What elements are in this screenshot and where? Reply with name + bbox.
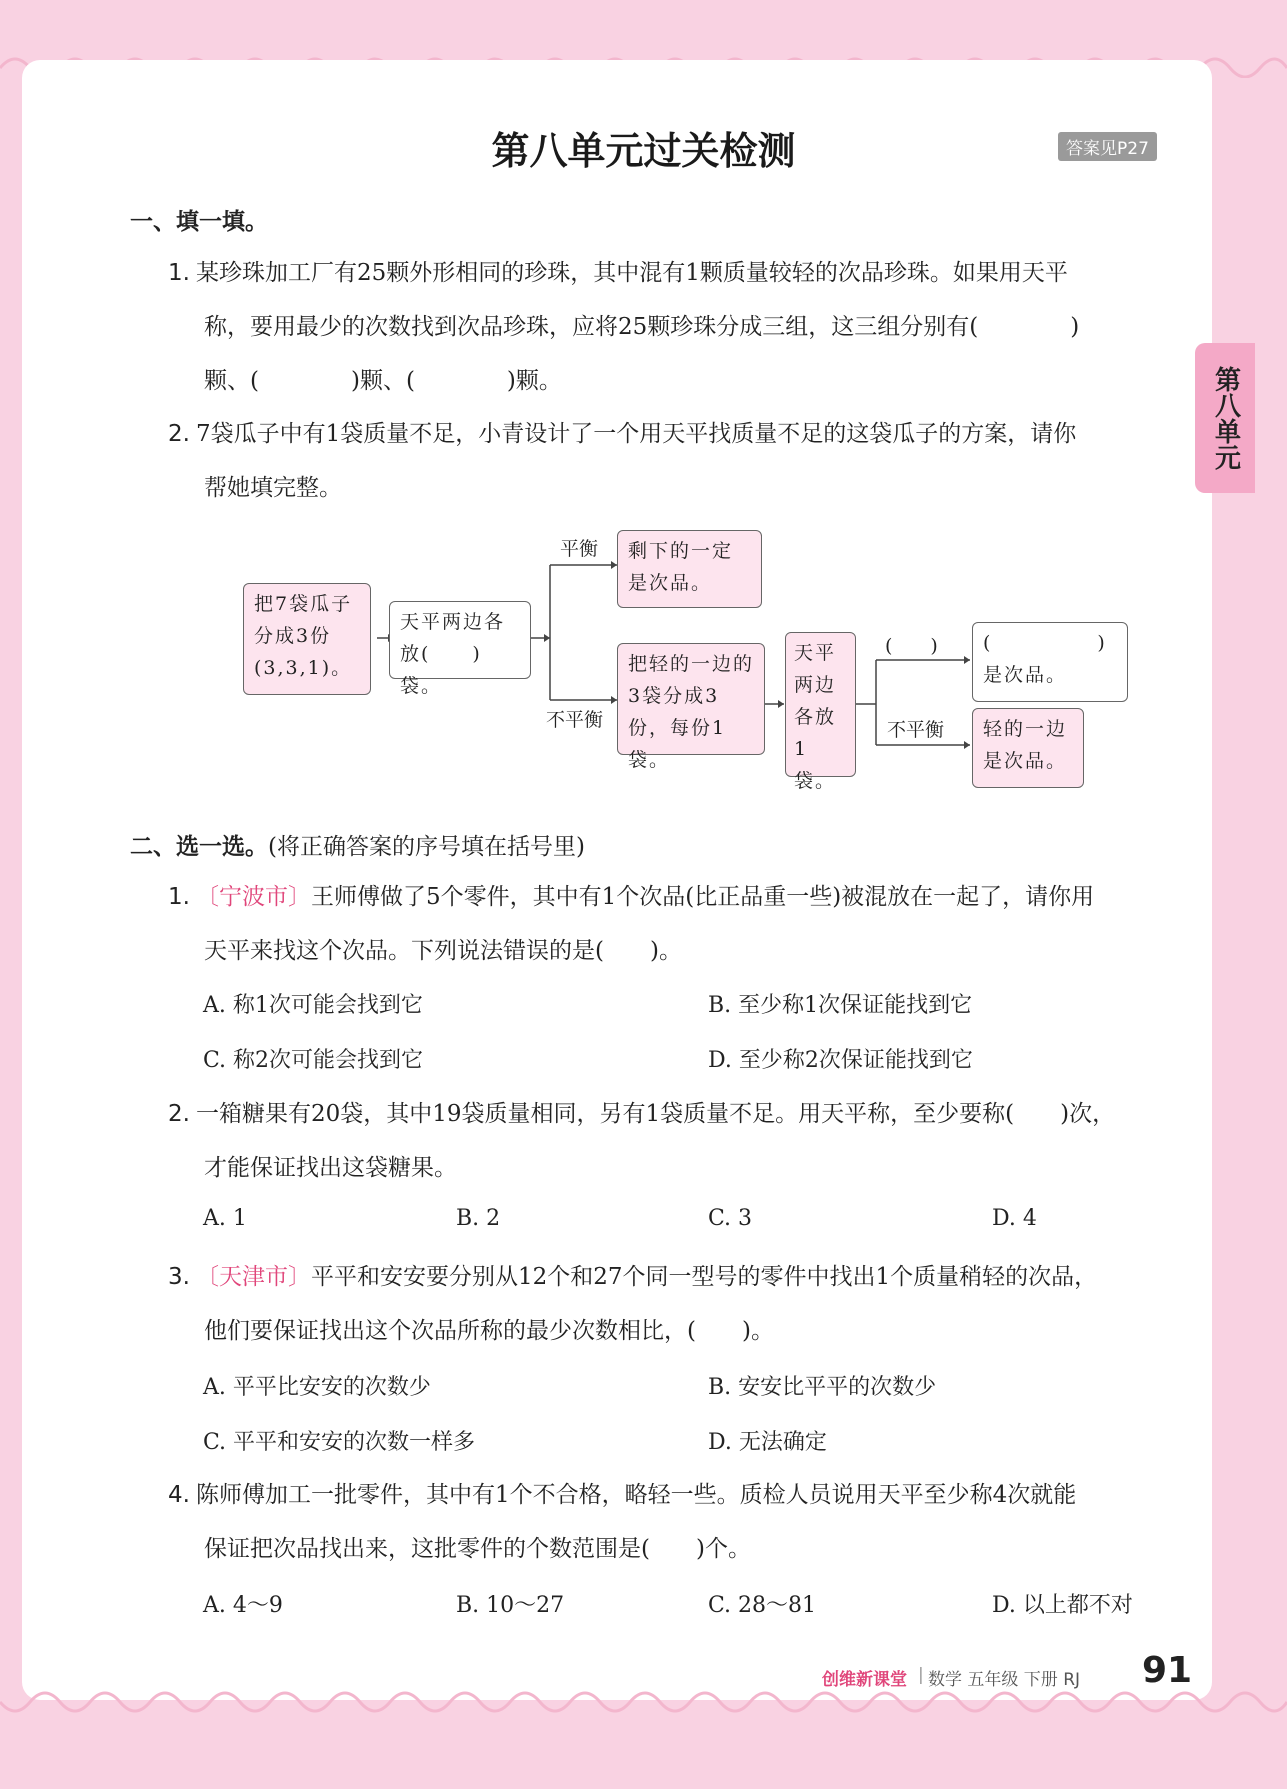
- question-text: 颗、( )颗、( )颗。: [204, 368, 562, 394]
- option-d: D. 无法确定: [708, 1430, 827, 1455]
- question-text: 称，要用最少的次数找到次品珍珠，应将25颗珍珠分成三组，这三组分别有( ): [204, 314, 1080, 340]
- page-title: 第八单元过关检测: [491, 129, 796, 173]
- question-number: 4.: [168, 1482, 190, 1508]
- section2-heading-sub: (将正确答案的序号填在括号里): [268, 834, 585, 860]
- footer-brand: 创维新课堂: [822, 1670, 907, 1690]
- option-b: B. 至少称1次保证能找到它: [708, 993, 973, 1018]
- question-text: 他们要保证找出这个次品所称的最少次数相比，( )。: [204, 1318, 774, 1344]
- section2-heading: [130, 828, 585, 861]
- option-c: C. 称2次可能会找到它: [203, 1048, 424, 1073]
- question-text: 保证把次品找出来，这批零件的个数范围是( )个。: [204, 1536, 751, 1562]
- footer-info: 数学 五年级 下册 RJ: [928, 1670, 1081, 1690]
- question-number: 3.: [168, 1264, 190, 1290]
- option-c: C. 28～81: [708, 1593, 817, 1618]
- question-text: 天平来找这个次品。下列说法错误的是( )。: [204, 938, 682, 964]
- section2-heading-text: 二、选一选。: [130, 834, 268, 860]
- question-text: 7袋瓜子中有1袋质量不足，小青设计了一个用天平找质量不足的这袋瓜子的方案，请你: [195, 421, 1077, 447]
- option-c: C. 平平和安安的次数一样多: [203, 1430, 476, 1455]
- region-tag: 〔宁波市〕: [195, 884, 311, 910]
- question-text: 王师傅做了5个零件，其中有1个次品(比正品重一些)被混放在一起了，请你用: [310, 884, 1095, 910]
- option-b: B. 2: [456, 1206, 501, 1231]
- s2-question-3: [168, 1250, 1168, 1358]
- question-text: 才能保证找出这袋糖果。: [204, 1155, 457, 1181]
- flow-box-divide: 把7袋瓜子分成3份(3,3,1)。: [243, 583, 371, 695]
- s2-question-2: [168, 1087, 1168, 1195]
- flow-label-balance: 平衡: [560, 538, 599, 560]
- question-number: 1.: [168, 884, 190, 910]
- question-text: 某珍珠加工厂有25颗外形相同的珍珠，其中混有1颗质量较轻的次品珍珠。如果用天平: [195, 260, 1068, 286]
- s2-question-4: [168, 1468, 1168, 1576]
- page-number: 91: [1142, 1650, 1193, 1691]
- option-a: A. 4～9: [203, 1593, 283, 1618]
- bottom-wave-border: [0, 1690, 1287, 1730]
- option-d: D. 至少称2次保证能找到它: [708, 1048, 973, 1073]
- option-a: A. 平平比安安的次数少: [203, 1375, 431, 1400]
- section1-heading: 一、填一填。: [130, 209, 268, 235]
- option-a: A. 称1次可能会找到它: [203, 993, 423, 1018]
- flow-box-split: 把轻的一边的3袋分成3份，每份1袋。: [617, 643, 765, 755]
- unit-side-tab: 第八单元: [1195, 343, 1255, 493]
- s1-question-1: [168, 246, 1168, 408]
- flow-box-scale: 天平两边各放1袋。: [785, 632, 856, 777]
- option-c: C. 3: [708, 1206, 753, 1231]
- option-b: B. 安安比平平的次数少: [708, 1375, 937, 1400]
- question-number: 2.: [168, 1101, 190, 1127]
- flow-label-blank: ( ): [885, 635, 938, 657]
- flow-box-weigh: 天平两边各放( )袋。: [389, 601, 531, 679]
- flow-label-unbalance: 不平衡: [546, 709, 604, 731]
- option-a: A. 1: [203, 1206, 247, 1231]
- question-text: 一箱糖果有20袋，其中19袋质量相同，另有1袋质量不足。用天平称，至少要称( )次，: [195, 1101, 1116, 1127]
- question-text: 平平和安安要分别从12个和27个同一型号的零件中找出1个质量稍轻的次品，: [310, 1264, 1098, 1290]
- option-d: D. 4: [992, 1206, 1037, 1231]
- s2-question-1: [168, 870, 1168, 978]
- question-number: 2.: [168, 421, 190, 447]
- s1-question-2: [168, 407, 1168, 515]
- flow-box-blank: ( )是次品。: [972, 622, 1128, 702]
- footer-divider: |: [918, 1665, 924, 1685]
- answer-reference-badge: 答案见P27: [1058, 132, 1157, 161]
- question-text: 陈师傅加工一批零件，其中有1个不合格，略轻一些。质检人员说用天平至少称4次就能: [195, 1482, 1077, 1508]
- question-number: 1.: [168, 260, 190, 286]
- option-b: B. 10～27: [456, 1593, 565, 1618]
- flow-box-remaining: 剩下的一定是次品。: [617, 530, 762, 608]
- region-tag: 〔天津市〕: [195, 1264, 311, 1290]
- question-text: 帮她填完整。: [204, 475, 342, 501]
- flow-label-unbalance2: 不平衡: [887, 719, 945, 741]
- flow-box-light: 轻的一边是次品。: [972, 708, 1084, 788]
- option-d: D. 以上都不对: [992, 1593, 1133, 1618]
